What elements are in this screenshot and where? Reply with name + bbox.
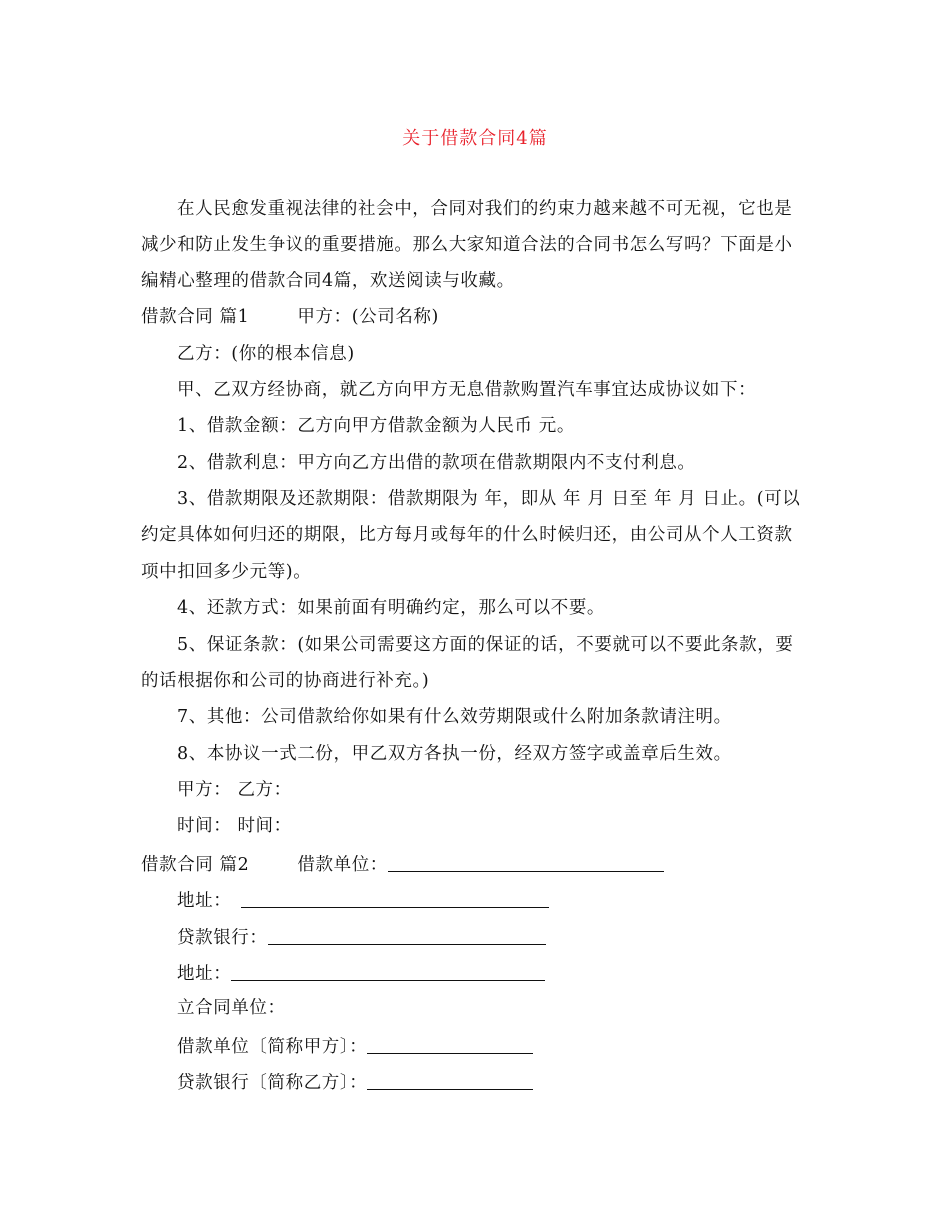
intro-line-3: 编精心整理的借款合同4篇，欢送阅读与收藏。	[141, 271, 515, 291]
borrower-short-label: 借款单位〔简称甲方〕：	[177, 1037, 368, 1057]
borrower-short-row	[177, 1033, 857, 1057]
clause-3-line-2: 约定具体如何归还的期限，比方每月或每年的什么时候归还，由公司从个人工资款	[141, 525, 793, 545]
bank-short-blank[interactable]	[367, 1071, 533, 1090]
intro-line-1: 在人民愈发重视法律的社会中，合同对我们的约束力越来越不可无视，它也是	[177, 199, 793, 219]
clause-4: 4、还款方式：如果前面有明确约定，那么可以不要。	[177, 598, 606, 618]
parties-label: 立合同单位：	[177, 998, 286, 1018]
address-row-1	[177, 887, 857, 911]
borrower-label: 借款单位：	[297, 855, 388, 875]
clause-5-line-2: 的话根据你和公司的协商进行补充。)	[141, 671, 430, 691]
borrower-blank[interactable]	[388, 853, 664, 872]
clause-3-line-1: 3、借款期限及还款期限：借款期限为 年，即从 年 月 日至 年 月 日止。(可以	[177, 489, 801, 509]
address-blank-1[interactable]	[241, 889, 549, 908]
section1-heading-row	[141, 305, 821, 329]
bank-short-label: 贷款银行〔简称乙方〕：	[177, 1073, 368, 1093]
party-b-line: 乙方：(你的根本信息)	[177, 344, 355, 364]
section2-heading-row	[141, 851, 821, 875]
section2-heading: 借款合同 篇2	[141, 855, 250, 875]
bank-blank[interactable]	[268, 926, 546, 945]
address-label-2: 地址：	[177, 964, 232, 984]
clause-8: 8、本协议一式二份，甲乙双方各执一份，经双方签字或盖章后生效。	[177, 744, 732, 764]
bank-label: 贷款银行：	[177, 928, 268, 948]
borrower-short-blank[interactable]	[367, 1035, 533, 1054]
sign-parties-line: 甲方： 乙方：	[177, 780, 292, 800]
clause-2: 2、借款利息：甲方向乙方出借的款项在借款期限内不支付利息。	[177, 453, 696, 473]
address-row-2	[177, 960, 857, 984]
address-blank-2[interactable]	[231, 962, 545, 981]
clause-3-line-3: 项中扣回多少元等)。	[141, 562, 312, 582]
sign-time-line: 时间： 时间：	[177, 816, 292, 836]
section1-heading: 借款合同 篇1	[141, 307, 250, 327]
intro-line-2: 减少和防止发生争议的重要措施。那么大家知道合法的合同书怎么写吗？下面是小	[141, 235, 793, 255]
bank-short-row	[177, 1069, 857, 1093]
party-a-line: 甲方：(公司名称)	[297, 307, 439, 327]
clause-5-line-1: 5、保证条款：(如果公司需要这方面的保证的话，不要就可以不要此条款，要	[177, 635, 794, 655]
clause-1: 1、借款金额：乙方向甲方借款金额为人民币 元。	[177, 416, 575, 436]
document-title: 关于借款合同4篇	[402, 128, 548, 149]
clause-7: 7、其他：公司借款给你如果有什么效劳期限或什么附加条款请注明。	[177, 707, 732, 727]
preamble: 甲、乙双方经协商，就乙方向甲方无息借款购置汽车事宜达成协议如下：	[177, 380, 757, 400]
bank-row	[177, 924, 857, 948]
address-label-1: 地址：	[177, 891, 232, 911]
